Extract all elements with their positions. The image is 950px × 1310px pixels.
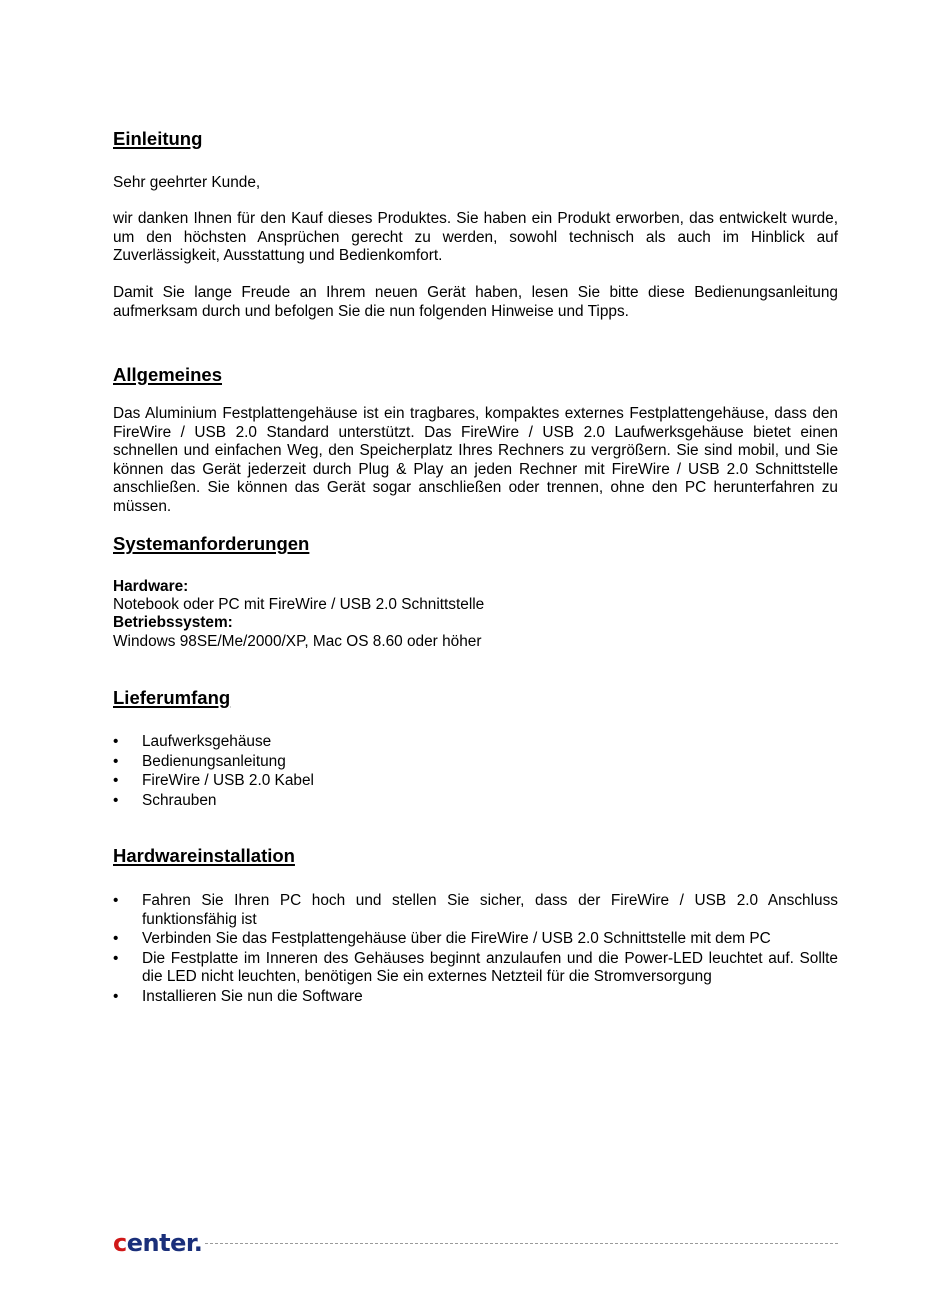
heading-allgemeines: Allgemeines [113, 364, 222, 385]
heading-einleitung: Einleitung [113, 128, 203, 149]
page-footer [113, 1228, 838, 1258]
bullet-icon: • [113, 892, 119, 909]
intro-paragraph-1: wir danken Ihnen für den Kauf dieses Produktes. Sie haben ein Produkt erworben, das entwickelt wurde, um den höchsten Ansprüchen gerecht zu werden, sowohl technisch als auch im Hinblick auf Zuverlässigkeit, Ausstattung und Bedienkomfort. [113, 210, 838, 265]
center-logo: center. [113, 1229, 203, 1257]
list-item: • Die Festplatte im Inneren des Gehäuses beginnt anzulaufen und die Power-LED leuchtet auf. Sollte die LED nicht leuchten, benötigen Sie ein externes Netzteil für die Stromversorgung [113, 949, 838, 986]
bullet-icon: • [113, 930, 119, 948]
heading-hardwareinstallation: Hardwareinstallation [113, 845, 295, 866]
intro-paragraph-2: Damit Sie lange Freude an Ihrem neuen Gerät haben, lesen Sie bitte diese Bedienungsanleitung aufmerksam durch und befolgen Sie die nun folgenden Hinweise und Tipps. [113, 284, 838, 320]
heading-systemanforderungen: Systemanforderungen [113, 533, 310, 554]
heading-lieferumfang: Lieferumfang [113, 687, 231, 708]
hardware-value: Notebook oder PC mit FireWire / USB 2.0 Schnittstelle [113, 596, 485, 613]
hardware-label: Hardware: [113, 578, 189, 595]
list-item: • Fahren Sie Ihren PC hoch und stellen Sie sicher, dass der FireWire / USB 2.0 Anschluss funktionsfähig ist [113, 892, 838, 928]
bullet-icon: • [113, 733, 119, 750]
list-item: • Laufwerksgehäuse [113, 733, 272, 750]
footer-divider [205, 1243, 838, 1244]
bullet-icon: • [113, 987, 119, 1005]
os-label: Betriebssystem: [113, 614, 233, 631]
bullet-icon: • [113, 949, 119, 967]
list-item: • Verbinden Sie das Festplattengehäuse über die FireWire / USB 2.0 Schnittstelle mit dem PC [113, 930, 771, 948]
list-item: • Schrauben [113, 791, 217, 809]
bullet-icon: • [113, 791, 119, 809]
lieferumfang-list [113, 733, 838, 810]
list-item: • Installieren Sie nun die Software [113, 987, 363, 1005]
hardwareinstallation-list [113, 892, 838, 1007]
greeting: Sehr geehrter Kunde, [113, 174, 261, 191]
bullet-icon: • [113, 772, 119, 790]
list-item: • FireWire / USB 2.0 Kabel [113, 772, 314, 790]
list-item: • Bedienungsanleitung [113, 752, 286, 770]
os-value: Windows 98SE/Me/2000/XP, Mac OS 8.60 oder höher [113, 633, 482, 650]
bullet-icon: • [113, 752, 119, 770]
allgemeines-paragraph: Das Aluminium Festplattengehäuse ist ein tragbares, kompaktes externes Festplattengehäuse, dass den FireWire / USB 2.0 Standard unterstützt. Das FireWire / USB 2.0 Laufwerksgehäuse bietet einen schnellen und einfachen Weg, den Speicherplatz Ihres Rechners zu vergrößern. Sie sind mobil, und Sie können das Gerät jederzeit durch Plug & Play an jeden Rechner mit FireWire / USB 2.0 Schnittstelle anschließen. Sie können das Gerät sogar anschließen oder trennen, ohne den PC herunterfahren zu müssen. [113, 405, 838, 515]
